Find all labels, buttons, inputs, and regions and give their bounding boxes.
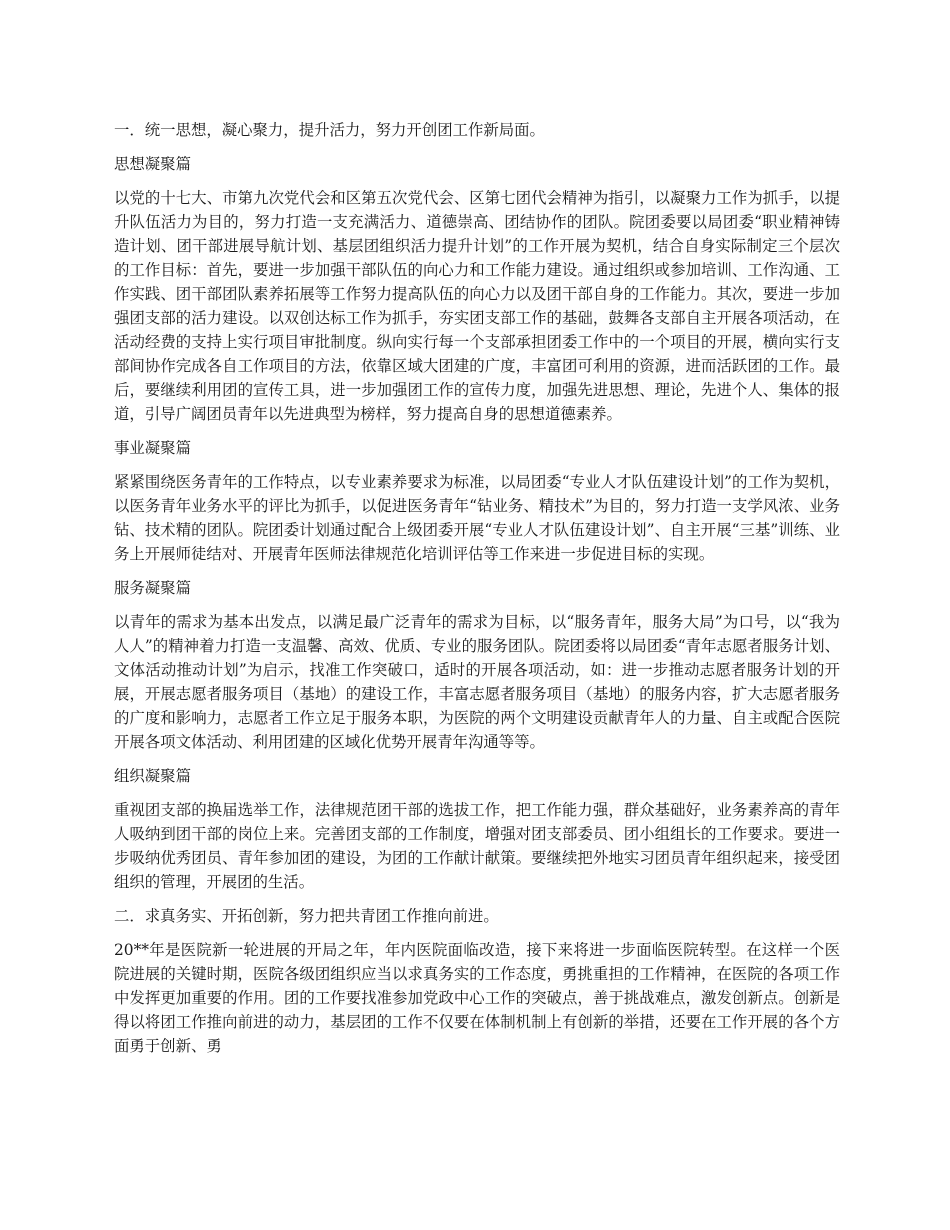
subsection-thought-body: 以党的十七大、市第九次党代会和区第五次党代会、区第七团代会精神为指引，以凝聚力工作为抓手，以提升队伍活力为目的，努力打造一支充满活力、道德崇高、团结协作的团队。院团委要以局团委“职业精神铸造计划、团干部进展导航计划、基层团组织活力提升计划”的工作开展为契机，结合自身实际制定三个层次的工作目标：首先，要进一步加强干部队伍的向心力和工作能力建设。通过组织或参加培训、工作沟通、工作实践、团干部团队素养拓展等工作努力提高队伍的向心力以及团干部自身的工作能力。其次，要进一步加强团支部的活力建设。以双创达标工作为抓手，夯实团支部工作的基础，鼓舞各支部自主开展各项活动，在活动经费的支持上实行项目审批制度。纵向实行每一个支部承担团委工作中的一个项目的开展，横向实行支部间协作完成各自工作项目的方法，依靠区域大团建的广度，丰富团可利用的资源，进而活跃团的工作。最后，要继续利用团的宣传工具，进一步加强团工作的宣传力度，加强先进思想、理论，先进个人、集体的报道，引导广阔团员青年以先进典型为榜样，努力提高自身的思想道德素养。 — [114, 189, 840, 423]
subsection-service-title: 服务凝聚篇 — [114, 579, 191, 597]
subsection-service-body: 以青年的需求为基本出发点，以满足最广泛青年的需求为目标，以“服务青年，服务大局”为口号，以“我为人人”的精神着力打造一支温馨、高效、优质、专业的服务团队。院团委将以局团委“青年志愿者服务计划、文体活动推动计划”为启示，找准工作突破口，适时的开展各项活动，如：进一步推动志愿者服务计划的开展，开展志愿者服务项目（基地）的建设工作，丰富志愿者服务项目（基地）的服务内容，扩大志愿者服务的广度和影响力，志愿者工作立足于服务本职，为医院的两个文明建设贡献青年人的力量、自主或配合医院开展各项文体活动、利用团建的区域化优势开展青年沟通等等。 — [114, 613, 840, 751]
section-2-body: 20**年是医院新一轮进展的开局之年，年内医院面临改造，接下来将进一步面临医院转型。在这样一个医院进展的关键时期，医院各级团组织应当以求真务实的工作态度，勇挑重担的工作精神，在医院的各项工作中发挥更加重要的作用。团的工作要找准参加党政中心工作的突破点，善于挑战难点，激发创新点。创新是得以将团工作推向前进的动力，基层团的工作不仅要在体制机制上有创新的举措，还要在工作开展的各个方面勇于创新、勇 — [114, 941, 840, 1055]
section-1-title: 一．统一思想，凝心聚力，提升活力，努力开创团工作新局面。 — [114, 121, 545, 139]
subsection-organization-title: 组织凝聚篇 — [114, 767, 191, 785]
document-page — [114, 118, 840, 1068]
section-2-title: 二．求真务实、开拓创新，努力把共青团工作推向前进。 — [114, 907, 499, 925]
subsection-thought-title: 思想凝聚篇 — [114, 155, 191, 173]
subsection-career-body: 紧紧围绕医务青年的工作特点，以专业素养要求为标准，以局团委“专业人才队伍建设计划”的工作为契机，以医务青年业务水平的评比为抓手，以促进医务青年“钻业务、精技术”为目的，努力打造一支学风浓、业务钻、技术精的团队。院团委计划通过配合上级团委开展“专业人才队伍建设计划”、自主开展“三基”训练、业务上开展师徒结对、开展青年医师法律规范化培训评估等工作来进一步促进目标的实现。 — [114, 473, 840, 563]
subsection-career-title: 事业凝聚篇 — [114, 439, 191, 457]
subsection-organization-body: 重视团支部的换届选举工作，法律规范团干部的选拔工作，把工作能力强，群众基础好，业务素养高的青年人吸纳到团干部的岗位上来。完善团支部的工作制度，增强对团支部委员、团小组组长的工作要求。要进一步吸纳优秀团员、青年参加团的建设，为团的工作献计献策。要继续把外地实习团员青年组织起来，接受团组织的管理，开展团的生活。 — [114, 801, 840, 891]
